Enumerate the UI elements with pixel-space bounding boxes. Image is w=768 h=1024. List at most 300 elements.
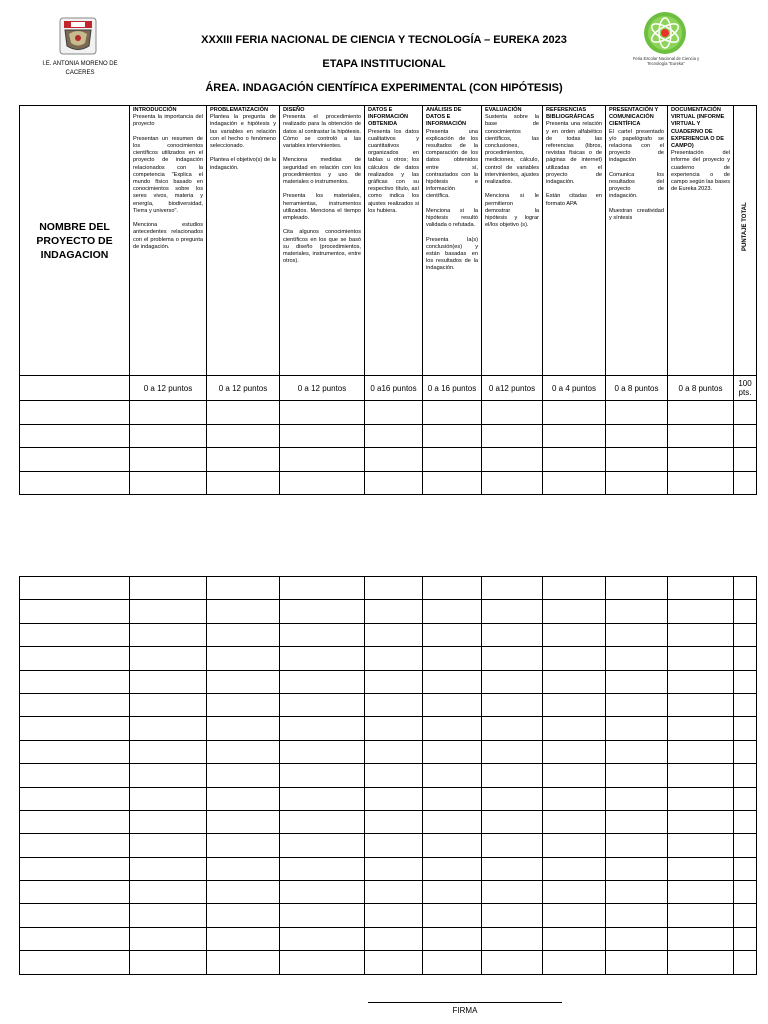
criterion-title: PRESENTACIÓN Y COMUNICACIÓN CIENTÍFICA bbox=[609, 107, 659, 128]
criterion-description: Presentación del informe del proyecto y cuaderno de experiencia o de campo según las bases de Eureka 2023. bbox=[671, 150, 730, 193]
criterion-title: DOCUMENTACIÓN VIRTUAL (INFORME VIRTUAL Y CUADERNO DE EXPERIENCIA O DE CAMPO) bbox=[671, 107, 725, 150]
criterion-title: ANÁLISIS DE DATOS E INFORMACIÓN bbox=[426, 107, 467, 128]
score-entry-cell[interactable] bbox=[207, 717, 280, 740]
score-entry-cell[interactable] bbox=[207, 904, 280, 927]
score-entry-cell[interactable] bbox=[482, 471, 543, 495]
score-entry-cell[interactable] bbox=[668, 881, 734, 904]
project-name-entry-cell[interactable] bbox=[20, 401, 130, 425]
total-entry-cell[interactable] bbox=[734, 448, 757, 472]
criterion-description: El cartel presentado y/o papelógrafo se relaciona con el proyecto de indagación Comunica los resultados del proyecto de indagación. Muestran creatividad y síntesis bbox=[609, 128, 664, 222]
criterion-title: PROBLEMATIZACIÓN bbox=[210, 107, 269, 113]
points-cell: 0 a 8 puntos bbox=[668, 376, 734, 401]
project-name-entry-cell[interactable] bbox=[20, 693, 130, 716]
score-entry-cell[interactable] bbox=[482, 764, 543, 787]
criterion-description: Sustenta sobre la base de conocimientos científicos, las conclusiones, procedimientos, mediciones, cálculo, control de variables intervinientes, ajustes realizados. Menciona si le permitieron demostrar la hipótesis y lograr el/los objetivo (s). bbox=[485, 114, 539, 229]
criterion-title: REFERENCIAS BIBLIOGRÁFICAS bbox=[546, 107, 595, 121]
score-entry-cell[interactable] bbox=[543, 764, 606, 787]
score-entry-cell[interactable] bbox=[543, 927, 606, 950]
score-entry-cell[interactable] bbox=[543, 951, 606, 974]
score-entry-cell[interactable] bbox=[423, 647, 482, 670]
criteria-header-row bbox=[20, 106, 757, 376]
score-entry-cell[interactable] bbox=[207, 881, 280, 904]
score-entry-cell[interactable] bbox=[668, 740, 734, 763]
score-entry-cell[interactable] bbox=[130, 600, 207, 623]
score-entry-cell[interactable] bbox=[130, 401, 207, 425]
score-entry-cell[interactable] bbox=[423, 881, 482, 904]
score-entry-cell[interactable] bbox=[130, 951, 207, 974]
score-entry-cell[interactable] bbox=[423, 471, 482, 495]
total-entry-cell[interactable] bbox=[734, 904, 757, 927]
project-name-entry-cell[interactable] bbox=[20, 927, 130, 950]
project-name-entry-cell[interactable] bbox=[20, 904, 130, 927]
points-cell: 0 a 12 puntos bbox=[280, 376, 365, 401]
score-entry-cell[interactable] bbox=[606, 424, 668, 448]
score-entry-cell[interactable] bbox=[606, 471, 668, 495]
score-entry-cell[interactable] bbox=[423, 670, 482, 693]
score-entry-cell[interactable] bbox=[280, 623, 365, 646]
score-entry-cell[interactable] bbox=[543, 740, 606, 763]
score-entry-cell[interactable] bbox=[482, 424, 543, 448]
total-entry-cell[interactable] bbox=[734, 577, 757, 600]
score-entry-cell[interactable] bbox=[606, 717, 668, 740]
project-name-entry-cell[interactable] bbox=[20, 740, 130, 763]
score-entry-cell[interactable] bbox=[543, 670, 606, 693]
total-entry-cell[interactable] bbox=[734, 693, 757, 716]
score-entry-cell[interactable] bbox=[606, 670, 668, 693]
score-entry-cell[interactable] bbox=[606, 401, 668, 425]
score-entry-cell[interactable] bbox=[130, 693, 207, 716]
score-entry-row bbox=[20, 787, 757, 810]
score-entry-row bbox=[20, 693, 757, 716]
score-entry-cell[interactable] bbox=[482, 881, 543, 904]
score-entry-cell[interactable] bbox=[668, 693, 734, 716]
score-entry-cell[interactable] bbox=[207, 448, 280, 472]
score-entry-cell[interactable] bbox=[482, 623, 543, 646]
score-entry-cell[interactable] bbox=[606, 787, 668, 810]
score-entry-cell[interactable] bbox=[423, 810, 482, 833]
score-entry-cell[interactable] bbox=[207, 647, 280, 670]
points-cell: 0 a16 puntos bbox=[365, 376, 423, 401]
criterion-description: Plantea la pregunta de indagación e hipótesis y las variables en relación con el hecho o fenómeno seleccionado. Plantea el objetivo(s) de la indagación. bbox=[210, 114, 276, 171]
evaluation-continuation-table bbox=[19, 576, 757, 975]
score-entry-row bbox=[20, 424, 757, 448]
criterion-description: Presenta los datos cualitativos y cuantitativos organizados en tablas u otros; los cálculos de datos realizados y las gráficas con su respectivo título, así como indica los ajustes realizados si los hubiera. bbox=[368, 128, 419, 214]
score-entry-cell[interactable] bbox=[130, 670, 207, 693]
score-entry-row bbox=[20, 764, 757, 787]
score-entry-cell[interactable] bbox=[543, 857, 606, 880]
score-entry-cell[interactable] bbox=[130, 577, 207, 600]
score-entry-row bbox=[20, 904, 757, 927]
score-entry-cell[interactable] bbox=[423, 717, 482, 740]
score-entry-row bbox=[20, 670, 757, 693]
score-entry-cell[interactable] bbox=[606, 448, 668, 472]
score-entry-cell[interactable] bbox=[606, 951, 668, 974]
score-entry-cell[interactable] bbox=[280, 448, 365, 472]
score-entry-cell[interactable] bbox=[423, 787, 482, 810]
score-entry-cell[interactable] bbox=[423, 740, 482, 763]
project-name-entry-cell[interactable] bbox=[20, 787, 130, 810]
score-entry-cell[interactable] bbox=[543, 471, 606, 495]
criterion-title: DATOS E INFORMACIÓN OBTENIDA bbox=[368, 107, 409, 128]
score-entry-cell[interactable] bbox=[482, 670, 543, 693]
score-entry-cell[interactable] bbox=[280, 471, 365, 495]
total-entry-cell[interactable] bbox=[734, 881, 757, 904]
score-entry-cell[interactable] bbox=[365, 764, 423, 787]
criterion-description: Presenta la importancia del proyecto Presentan un resumen de los conocimientos científicos utilizados en el proyecto de indagación relacionados con la competencia "Explica el mundo físico basado en conocimientos sobre los seres vivos, materia y energía, biodiversidad, Tierra y universo". Menciona estudios antecedentes relacionados con el problema o pregunta de indagación. bbox=[133, 114, 203, 250]
feria-logo-caption: Feria Escolar Nacional de Ciencia y Tecnología "Eureka" bbox=[632, 56, 700, 66]
score-entry-cell[interactable] bbox=[365, 810, 423, 833]
score-entry-cell[interactable] bbox=[482, 951, 543, 974]
criterion-analisis bbox=[423, 106, 482, 376]
score-entry-cell[interactable] bbox=[280, 600, 365, 623]
criterion-diseno bbox=[280, 106, 365, 376]
score-entry-cell[interactable] bbox=[606, 740, 668, 763]
total-entry-cell[interactable] bbox=[734, 857, 757, 880]
total-entry-cell[interactable] bbox=[734, 471, 757, 495]
score-entry-cell[interactable] bbox=[543, 717, 606, 740]
project-name-entry-cell[interactable] bbox=[20, 471, 130, 495]
score-entry-row bbox=[20, 600, 757, 623]
score-entry-cell[interactable] bbox=[606, 647, 668, 670]
score-entry-cell[interactable] bbox=[668, 448, 734, 472]
score-entry-cell[interactable] bbox=[668, 424, 734, 448]
score-entry-cell[interactable] bbox=[365, 693, 423, 716]
criterion-presentacion bbox=[606, 106, 668, 376]
score-entry-cell[interactable] bbox=[365, 951, 423, 974]
score-entry-cell[interactable] bbox=[543, 787, 606, 810]
score-entry-cell[interactable] bbox=[606, 881, 668, 904]
score-entry-cell[interactable] bbox=[668, 623, 734, 646]
score-entry-cell[interactable] bbox=[668, 401, 734, 425]
score-entry-row bbox=[20, 717, 757, 740]
score-entry-cell[interactable] bbox=[207, 764, 280, 787]
project-name-entry-cell[interactable] bbox=[20, 951, 130, 974]
score-entry-cell[interactable] bbox=[280, 740, 365, 763]
criterion-introduccion bbox=[130, 106, 207, 376]
score-entry-cell[interactable] bbox=[365, 600, 423, 623]
project-name-entry-cell[interactable] bbox=[20, 424, 130, 448]
score-entry-cell[interactable] bbox=[130, 424, 207, 448]
score-entry-cell[interactable] bbox=[423, 857, 482, 880]
score-entry-cell[interactable] bbox=[365, 927, 423, 950]
score-entry-cell[interactable] bbox=[482, 904, 543, 927]
score-entry-cell[interactable] bbox=[207, 670, 280, 693]
score-entry-cell[interactable] bbox=[207, 951, 280, 974]
score-entry-row bbox=[20, 834, 757, 857]
score-entry-cell[interactable] bbox=[280, 647, 365, 670]
score-entry-cell[interactable] bbox=[130, 764, 207, 787]
criterion-title: INTRODUCCIÓN bbox=[133, 107, 177, 113]
score-entry-row bbox=[20, 810, 757, 833]
score-entry-cell[interactable] bbox=[207, 600, 280, 623]
score-entry-cell[interactable] bbox=[130, 623, 207, 646]
score-entry-cell[interactable] bbox=[207, 471, 280, 495]
score-entry-cell[interactable] bbox=[207, 857, 280, 880]
score-entry-cell[interactable] bbox=[280, 834, 365, 857]
score-entry-cell[interactable] bbox=[668, 834, 734, 857]
points-row bbox=[20, 376, 757, 401]
score-entry-cell[interactable] bbox=[130, 857, 207, 880]
score-entry-cell[interactable] bbox=[365, 740, 423, 763]
project-name-entry-cell[interactable] bbox=[20, 764, 130, 787]
points-cell: 0 a 4 puntos bbox=[543, 376, 606, 401]
score-entry-cell[interactable] bbox=[482, 810, 543, 833]
score-entry-cell[interactable] bbox=[668, 764, 734, 787]
points-cell: 0 a 12 puntos bbox=[207, 376, 280, 401]
points-cell: 0 a 16 puntos bbox=[423, 376, 482, 401]
score-entry-cell[interactable] bbox=[482, 577, 543, 600]
score-entry-cell[interactable] bbox=[482, 693, 543, 716]
score-entry-cell[interactable] bbox=[423, 448, 482, 472]
score-entry-cell[interactable] bbox=[482, 927, 543, 950]
score-entry-cell[interactable] bbox=[280, 424, 365, 448]
total-entry-cell[interactable] bbox=[734, 740, 757, 763]
score-entry-cell[interactable] bbox=[668, 471, 734, 495]
score-entry-cell[interactable] bbox=[130, 471, 207, 495]
score-entry-cell[interactable] bbox=[423, 927, 482, 950]
school-name: I.E. ANTONIA MORENO DE CACERES bbox=[42, 61, 118, 76]
score-entry-cell[interactable] bbox=[280, 670, 365, 693]
score-entry-cell[interactable] bbox=[668, 670, 734, 693]
score-entry-row bbox=[20, 647, 757, 670]
score-entry-cell[interactable] bbox=[207, 810, 280, 833]
score-entry-cell[interactable] bbox=[130, 881, 207, 904]
score-entry-cell[interactable] bbox=[423, 600, 482, 623]
criterion-referencias bbox=[543, 106, 606, 376]
score-entry-cell[interactable] bbox=[668, 951, 734, 974]
points-cell-empty bbox=[20, 376, 130, 401]
score-entry-cell[interactable] bbox=[365, 577, 423, 600]
total-entry-cell[interactable] bbox=[734, 951, 757, 974]
project-name-entry-cell[interactable] bbox=[20, 670, 130, 693]
score-entry-cell[interactable] bbox=[207, 834, 280, 857]
score-entry-cell[interactable] bbox=[423, 401, 482, 425]
score-entry-cell[interactable] bbox=[668, 857, 734, 880]
score-entry-cell[interactable] bbox=[365, 881, 423, 904]
score-entry-cell[interactable] bbox=[130, 904, 207, 927]
score-entry-cell[interactable] bbox=[423, 764, 482, 787]
score-entry-cell[interactable] bbox=[482, 834, 543, 857]
score-entry-cell[interactable] bbox=[207, 623, 280, 646]
score-entry-cell[interactable] bbox=[130, 448, 207, 472]
score-entry-cell[interactable] bbox=[280, 904, 365, 927]
points-cell: 0 a 8 puntos bbox=[606, 376, 668, 401]
score-entry-cell[interactable] bbox=[543, 693, 606, 716]
score-entry-row bbox=[20, 927, 757, 950]
score-entry-row bbox=[20, 577, 757, 600]
project-name-entry-cell[interactable] bbox=[20, 448, 130, 472]
score-entry-cell[interactable] bbox=[130, 647, 207, 670]
signature-label: FIRMA bbox=[452, 1006, 478, 1015]
score-entry-cell[interactable] bbox=[606, 857, 668, 880]
project-name-entry-cell[interactable] bbox=[20, 810, 130, 833]
total-entry-cell[interactable] bbox=[734, 670, 757, 693]
criterion-description: Presenta una explicación de los resultados de la comparación de los datos obtenidos entre sí, contrastados con la hipótesis e información científica. Menciona si la hipótesis resultó validada o refutada. Presenta la(s) conclusión(es) y están basadas en los resultados de la indagación. bbox=[426, 128, 478, 272]
criterion-description: Presenta el procedimiento realizado para la obtención de datos al contrastar la hipótesis. Cómo se controló a las variables intervinientes. Menciona medidas de seguridad en relación con los procedimientos y uso de materiales o instrumentos. Presenta los materiales, herramientas, instrumentos utilizados. Menciona el tiempo empleado. Cita algunos conocimientos científicos en los que se basó su diseño (procedimientos, materiales, instrumentos, entre otros). bbox=[283, 114, 361, 265]
score-entry-cell[interactable] bbox=[423, 834, 482, 857]
total-entry-cell[interactable] bbox=[734, 834, 757, 857]
score-entry-cell[interactable] bbox=[543, 881, 606, 904]
score-entry-cell[interactable] bbox=[668, 577, 734, 600]
criterion-title: DISEÑO bbox=[283, 107, 305, 113]
score-entry-cell[interactable] bbox=[207, 424, 280, 448]
score-entry-cell[interactable] bbox=[423, 904, 482, 927]
score-entry-cell[interactable] bbox=[365, 670, 423, 693]
score-entry-cell[interactable] bbox=[365, 904, 423, 927]
total-entry-cell[interactable] bbox=[734, 401, 757, 425]
score-entry-cell[interactable] bbox=[280, 810, 365, 833]
score-entry-cell[interactable] bbox=[668, 647, 734, 670]
score-entry-cell[interactable] bbox=[280, 927, 365, 950]
score-entry-cell[interactable] bbox=[668, 717, 734, 740]
score-entry-cell[interactable] bbox=[280, 951, 365, 974]
score-entry-cell[interactable] bbox=[668, 787, 734, 810]
total-points-cell: 100 pts. bbox=[734, 376, 757, 401]
project-name-entry-cell[interactable] bbox=[20, 623, 130, 646]
score-entry-cell[interactable] bbox=[543, 623, 606, 646]
score-entry-cell[interactable] bbox=[423, 577, 482, 600]
total-entry-cell[interactable] bbox=[734, 623, 757, 646]
total-entry-cell[interactable] bbox=[734, 647, 757, 670]
score-entry-cell[interactable] bbox=[606, 600, 668, 623]
score-entry-cell[interactable] bbox=[365, 857, 423, 880]
score-entry-cell[interactable] bbox=[668, 810, 734, 833]
score-entry-cell[interactable] bbox=[130, 717, 207, 740]
score-entry-row bbox=[20, 881, 757, 904]
score-entry-cell[interactable] bbox=[543, 401, 606, 425]
score-entry-cell[interactable] bbox=[365, 424, 423, 448]
score-entry-row bbox=[20, 401, 757, 425]
total-score-header bbox=[734, 106, 757, 376]
fair-title: XXXIII FERIA NACIONAL DE CIENCIA Y TECNOLOGÍA – EUREKA 2023 bbox=[201, 34, 567, 46]
score-entry-cell[interactable] bbox=[482, 717, 543, 740]
score-entry-cell[interactable] bbox=[606, 693, 668, 716]
criterion-problematizacion bbox=[207, 106, 280, 376]
score-entry-cell[interactable] bbox=[482, 448, 543, 472]
project-name-entry-cell[interactable] bbox=[20, 881, 130, 904]
score-entry-cell[interactable] bbox=[482, 401, 543, 425]
score-entry-cell[interactable] bbox=[423, 951, 482, 974]
score-entry-cell[interactable] bbox=[606, 810, 668, 833]
score-entry-cell[interactable] bbox=[606, 577, 668, 600]
total-entry-cell[interactable] bbox=[734, 787, 757, 810]
stage-title: ETAPA INSTITUCIONAL bbox=[322, 58, 446, 70]
score-entry-cell[interactable] bbox=[280, 787, 365, 810]
score-entry-cell[interactable] bbox=[207, 740, 280, 763]
score-entry-cell[interactable] bbox=[280, 577, 365, 600]
eureka-atom-logo bbox=[642, 10, 688, 56]
score-entry-cell[interactable] bbox=[365, 448, 423, 472]
score-entry-cell[interactable] bbox=[207, 401, 280, 425]
project-name-entry-cell[interactable] bbox=[20, 577, 130, 600]
score-entry-cell[interactable] bbox=[365, 401, 423, 425]
score-entry-row bbox=[20, 448, 757, 472]
score-entry-cell[interactable] bbox=[130, 810, 207, 833]
total-entry-cell[interactable] bbox=[734, 717, 757, 740]
total-entry-cell[interactable] bbox=[734, 600, 757, 623]
score-entry-cell[interactable] bbox=[543, 834, 606, 857]
criterion-evaluacion bbox=[482, 106, 543, 376]
score-entry-cell[interactable] bbox=[280, 881, 365, 904]
score-entry-cell[interactable] bbox=[543, 448, 606, 472]
score-entry-cell[interactable] bbox=[606, 927, 668, 950]
score-entry-cell[interactable] bbox=[365, 787, 423, 810]
score-entry-cell[interactable] bbox=[482, 857, 543, 880]
score-entry-cell[interactable] bbox=[280, 857, 365, 880]
score-entry-cell[interactable] bbox=[543, 647, 606, 670]
score-entry-cell[interactable] bbox=[207, 693, 280, 716]
score-entry-cell[interactable] bbox=[423, 623, 482, 646]
project-name-entry-cell[interactable] bbox=[20, 717, 130, 740]
project-name-entry-cell[interactable] bbox=[20, 600, 130, 623]
score-entry-cell[interactable] bbox=[543, 810, 606, 833]
score-entry-cell[interactable] bbox=[482, 647, 543, 670]
score-entry-cell[interactable] bbox=[482, 600, 543, 623]
score-entry-cell[interactable] bbox=[423, 424, 482, 448]
score-entry-cell[interactable] bbox=[280, 401, 365, 425]
score-entry-cell[interactable] bbox=[280, 764, 365, 787]
score-entry-cell[interactable] bbox=[207, 787, 280, 810]
score-entry-cell[interactable] bbox=[365, 717, 423, 740]
score-entry-cell[interactable] bbox=[130, 787, 207, 810]
score-entry-cell[interactable] bbox=[668, 927, 734, 950]
score-entry-cell[interactable] bbox=[423, 693, 482, 716]
score-entry-cell[interactable] bbox=[207, 927, 280, 950]
score-entry-cell[interactable] bbox=[280, 693, 365, 716]
score-entry-cell[interactable] bbox=[365, 623, 423, 646]
criterion-description: Presenta una relación y en orden alfabético de todas las referencias (libros, revistas físicas o de páginas de internet) utilizadas en el proyecto de indagación. Están citadas en formato APA bbox=[546, 121, 602, 207]
total-entry-cell[interactable] bbox=[734, 810, 757, 833]
criterion-documentacion bbox=[668, 106, 734, 376]
project-name-entry-cell[interactable] bbox=[20, 647, 130, 670]
signature-line bbox=[368, 1002, 562, 1003]
score-entry-cell[interactable] bbox=[543, 600, 606, 623]
project-name-entry-cell[interactable] bbox=[20, 834, 130, 857]
score-entry-cell[interactable] bbox=[606, 834, 668, 857]
total-entry-cell[interactable] bbox=[734, 927, 757, 950]
score-entry-cell[interactable] bbox=[482, 787, 543, 810]
criterion-datos bbox=[365, 106, 423, 376]
score-entry-cell[interactable] bbox=[668, 600, 734, 623]
points-cell: 0 a12 puntos bbox=[482, 376, 543, 401]
project-name-entry-cell[interactable] bbox=[20, 857, 130, 880]
score-entry-row bbox=[20, 623, 757, 646]
score-entry-cell[interactable] bbox=[606, 623, 668, 646]
criterion-title: EVALUACIÓN bbox=[485, 107, 522, 113]
score-entry-cell[interactable] bbox=[543, 424, 606, 448]
score-entry-cell[interactable] bbox=[365, 471, 423, 495]
score-entry-cell[interactable] bbox=[606, 764, 668, 787]
total-entry-cell[interactable] bbox=[734, 424, 757, 448]
score-entry-cell[interactable] bbox=[365, 647, 423, 670]
score-entry-cell[interactable] bbox=[280, 717, 365, 740]
score-entry-cell[interactable] bbox=[130, 927, 207, 950]
score-entry-cell[interactable] bbox=[130, 834, 207, 857]
score-entry-cell[interactable] bbox=[482, 740, 543, 763]
area-title: ÁREA. INDAGACIÓN CIENTÍFICA EXPERIMENTAL (CON HIPÓTESIS) bbox=[205, 82, 563, 94]
score-entry-cell[interactable] bbox=[668, 904, 734, 927]
score-entry-row bbox=[20, 471, 757, 495]
score-entry-cell[interactable] bbox=[365, 834, 423, 857]
score-entry-cell[interactable] bbox=[606, 904, 668, 927]
score-entry-cell[interactable] bbox=[207, 577, 280, 600]
total-entry-cell[interactable] bbox=[734, 764, 757, 787]
score-entry-cell[interactable] bbox=[543, 577, 606, 600]
score-entry-cell[interactable] bbox=[543, 904, 606, 927]
score-entry-cell[interactable] bbox=[130, 740, 207, 763]
project-name-header: NOMBRE DEL PROYECTO DE INDAGACION bbox=[20, 106, 130, 376]
score-entry-row bbox=[20, 740, 757, 763]
